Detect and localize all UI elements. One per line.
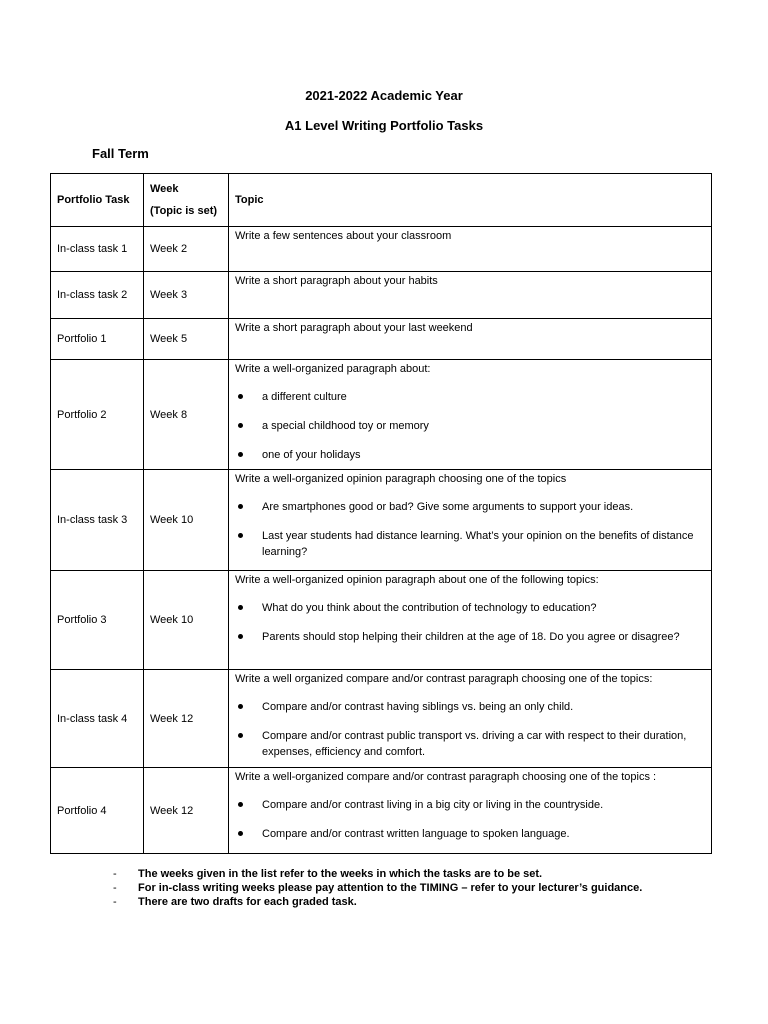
topic-option: a different culture bbox=[235, 389, 705, 405]
topic-options-list bbox=[235, 389, 705, 463]
topic-options-list bbox=[235, 699, 705, 760]
note-item: - The weeks given in the list refer to the weeks in which the tasks are to be set. bbox=[113, 867, 642, 881]
topic-cell bbox=[229, 768, 712, 854]
topic-option: Compare and/or contrast public transport vs. driving a car with respect to their duration, expenses, efficiency and comfort. bbox=[235, 728, 705, 760]
topic-cell bbox=[229, 470, 712, 571]
header-topic: Topic bbox=[229, 174, 712, 227]
task-name-cell: In-class task 2 bbox=[51, 272, 144, 319]
topic-intro: Write a short paragraph about your last weekend bbox=[235, 322, 473, 334]
week-cell: Week 8 bbox=[144, 360, 229, 470]
header-task: Portfolio Task bbox=[51, 174, 144, 227]
table-row bbox=[51, 670, 712, 768]
notes-list bbox=[113, 867, 642, 909]
week-cell: Week 10 bbox=[144, 470, 229, 571]
topic-intro: Write a short paragraph about your habits bbox=[235, 275, 438, 287]
topic-cell bbox=[229, 227, 712, 272]
task-name-cell: In-class task 3 bbox=[51, 470, 144, 571]
topic-cell bbox=[229, 272, 712, 319]
table-row bbox=[51, 768, 712, 854]
topic-intro: Write a well-organized opinion paragraph about one of the following topics: bbox=[235, 574, 599, 586]
task-name-cell: Portfolio 4 bbox=[51, 768, 144, 854]
topic-option: What do you think about the contribution of technology to education? bbox=[235, 600, 705, 616]
table-row bbox=[51, 470, 712, 571]
topic-option: a special childhood toy or memory bbox=[235, 418, 705, 434]
table-row bbox=[51, 571, 712, 670]
academic-year-heading: 2021-2022 Academic Year bbox=[305, 88, 463, 103]
header-week bbox=[144, 174, 229, 227]
table-header-row bbox=[51, 174, 712, 227]
topic-intro: Write a well organized compare and/or contrast paragraph choosing one of the topics: bbox=[235, 673, 653, 685]
table-row bbox=[51, 360, 712, 470]
portfolio-tasks-table bbox=[50, 173, 712, 854]
topic-option: one of your holidays bbox=[235, 447, 705, 463]
topic-option: Compare and/or contrast having siblings vs. being an only child. bbox=[235, 699, 705, 715]
week-cell: Week 12 bbox=[144, 670, 229, 768]
header-week-note: (Topic is set) bbox=[150, 205, 218, 217]
week-cell: Week 5 bbox=[144, 319, 229, 360]
week-cell: Week 3 bbox=[144, 272, 229, 319]
topic-options-list bbox=[235, 499, 705, 560]
topic-options-list bbox=[235, 797, 705, 842]
topic-options-list bbox=[235, 600, 705, 645]
header-week-label: Week bbox=[150, 183, 179, 195]
topic-cell bbox=[229, 670, 712, 768]
topic-cell bbox=[229, 319, 712, 360]
table-row bbox=[51, 272, 712, 319]
table-row bbox=[51, 227, 712, 272]
topic-intro: Write a well-organized compare and/or contrast paragraph choosing one of the topics : bbox=[235, 771, 657, 783]
task-name-cell: Portfolio 2 bbox=[51, 360, 144, 470]
topic-option: Compare and/or contrast living in a big city or living in the countryside. bbox=[235, 797, 705, 813]
task-name-cell: Portfolio 3 bbox=[51, 571, 144, 670]
week-cell: Week 2 bbox=[144, 227, 229, 272]
topic-cell bbox=[229, 360, 712, 470]
term-heading: Fall Term bbox=[92, 146, 149, 161]
topic-cell bbox=[229, 571, 712, 670]
topic-option: Compare and/or contrast written language to spoken language. bbox=[235, 826, 705, 842]
topic-intro: Write a few sentences about your classroom bbox=[235, 230, 452, 242]
topic-option: Are smartphones good or bad? Give some arguments to support your ideas. bbox=[235, 499, 705, 515]
task-name-cell: In-class task 4 bbox=[51, 670, 144, 768]
topic-intro: Write a well-organized opinion paragraph choosing one of the topics bbox=[235, 473, 567, 485]
topic-option: Parents should stop helping their children at the age of 18. Do you agree or disagree? bbox=[235, 629, 705, 645]
document-title: A1 Level Writing Portfolio Tasks bbox=[284, 118, 484, 133]
task-name-cell: In-class task 1 bbox=[51, 227, 144, 272]
table-row bbox=[51, 319, 712, 360]
note-item: - There are two drafts for each graded task. bbox=[113, 895, 642, 909]
note-item: - For in-class writing weeks please pay attention to the TIMING – refer to your lecturer’s guidance. bbox=[113, 881, 642, 895]
task-name-cell: Portfolio 1 bbox=[51, 319, 144, 360]
week-cell: Week 12 bbox=[144, 768, 229, 854]
week-cell: Week 10 bbox=[144, 571, 229, 670]
topic-intro: Write a well-organized paragraph about: bbox=[235, 363, 431, 375]
topic-option: Last year students had distance learning. What’s your opinion on the benefits of distance learning? bbox=[235, 528, 705, 560]
